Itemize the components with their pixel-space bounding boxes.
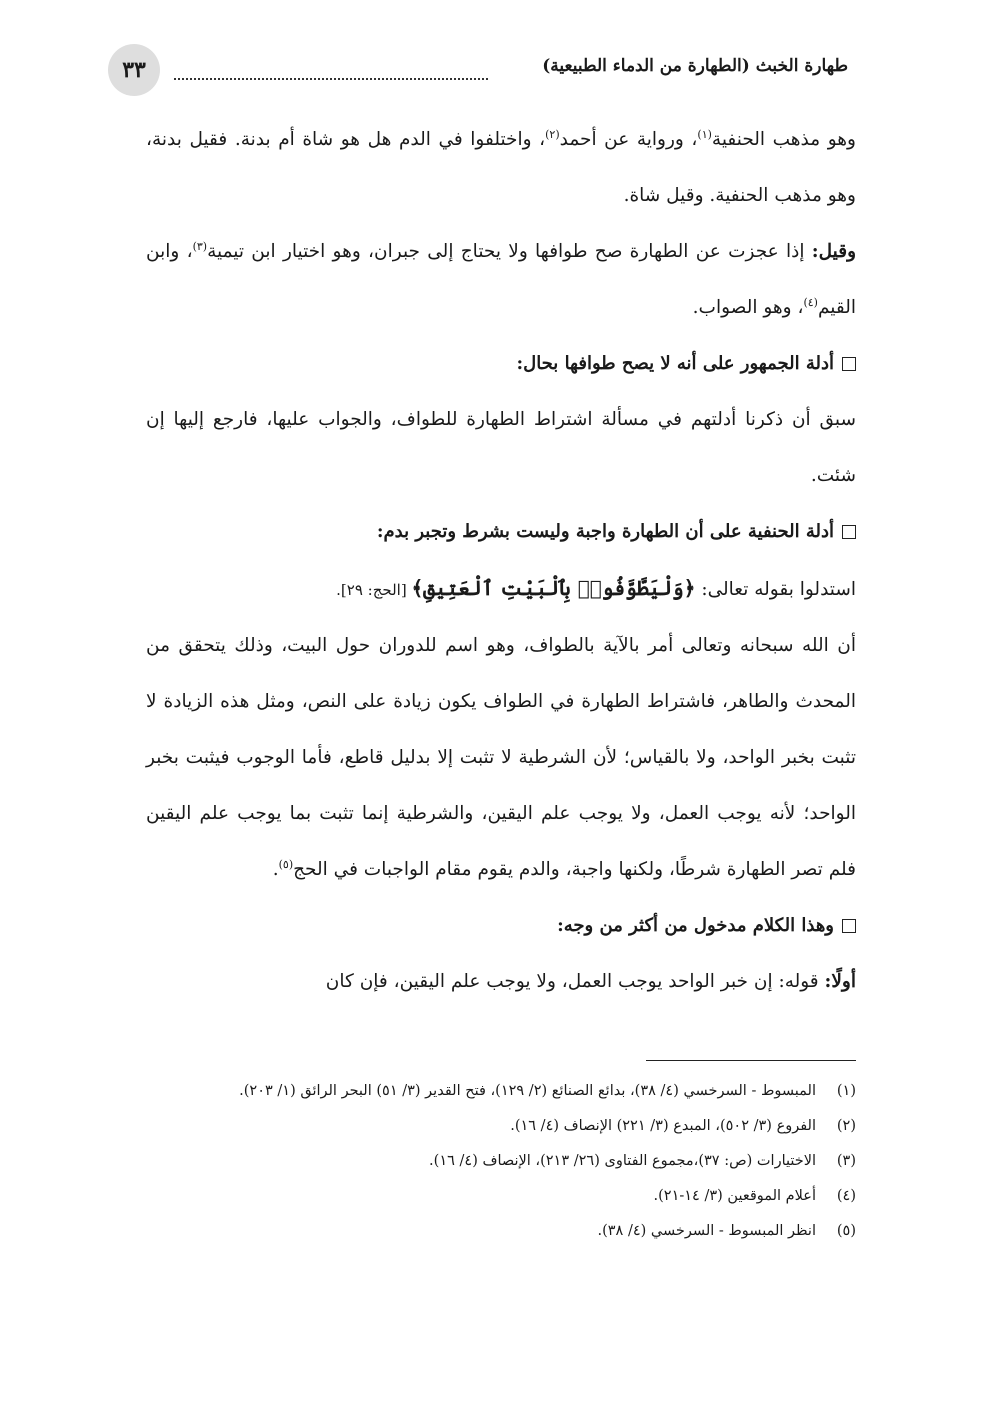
checkbox-bullet-icon xyxy=(842,357,856,371)
footnote-separator xyxy=(646,1060,856,1061)
checkbox-bullet-icon xyxy=(842,525,856,539)
footnote-item: (٣) الاختيارات (ص: ٣٧)،مجموع الفتاوى (٢٦/ ٢١٣)، الإنصاف (٤/ ١٦). xyxy=(429,1153,856,1169)
footnote-ref-2[interactable]: (٢) xyxy=(545,127,560,141)
checkbox-bullet-icon xyxy=(842,919,856,933)
quran-verse: ﴿وَلْيَطَّوَّفُوا۟ بِٱلْبَيْتِ ٱلْعَتِيقِ﴾ xyxy=(411,576,696,600)
footnote-ref-5[interactable]: (٥) xyxy=(278,857,294,871)
verse-reference: [الحج: ٢٩]. xyxy=(336,581,412,599)
paragraph-1: وهو مذهب الحنفية$^{(١)}$، ورواية عن أحمد$^{(٢)}$، واختلفوا في الدم هل هو شاة أم بدنة. فقيل بدنة، وهو مذهب الحنفية. وقيل شاة. xyxy=(146,127,856,206)
main-text xyxy=(146,112,856,1010)
footnote-ref-1[interactable]: (١) xyxy=(697,127,712,141)
section-heading-1: أدلة الجمهور على أنه لا يصح طوافها بحال: xyxy=(146,336,856,392)
paragraph-2: وقيل: إذا عجزت عن الطهارة صح طوافها ولا يحتاج إلى جبران، وهو اختيار ابن تيمية$^{(٣)}$، وابن القيم$^{(٤)}$، وهو الصواب. xyxy=(146,239,856,318)
paragraph-3: سبق أن ذكرنا أدلتهم في مسألة اشتراط الطهارة للطواف، والجواب عليها، فارجع إليها إن شئت. xyxy=(146,409,856,486)
paragraph-4: استدلوا بقوله تعالى: ﴿وَلْيَطَّوَّفُوا۟ بِٱلْبَيْتِ ٱلْعَتِيقِ﴾ [الحج: ٢٩]. xyxy=(336,576,856,600)
page-number: ٣٣ xyxy=(108,44,160,96)
paragraph-6: أولًا: قوله: إن خبر الواحد يوجب العمل، ولا يوجب علم اليقين، فإن كان xyxy=(325,971,856,992)
footnote-ref-4[interactable]: (٤) xyxy=(803,295,818,309)
footnote-item: (١) المبسوط - السرخسي (٤/ ٣٨)، بدائع الصنائع (٢/ ١٢٩)، فتح القدير (٣/ ٥١) البحر الرائق (١/ ٢٠٣). xyxy=(239,1083,856,1099)
section-heading-3: وهذا الكلام مدخول من أكثر من وجه: xyxy=(146,898,856,954)
footnote-item: (٥) انظر المبسوط - السرخسي (٤/ ٣٨). xyxy=(597,1223,856,1239)
footnote-item: (٢) الفروع (٣/ ٥٠٢)، المبدع (٣/ ٢٢١) الإنصاف (٤/ ١٦). xyxy=(510,1118,856,1134)
footnote-ref-3[interactable]: (٣) xyxy=(192,239,208,253)
paragraph-5: أن الله سبحانه وتعالى أمر بالآية بالطواف، وهو اسم للدوران حول البيت، وذلك يتحقق من المحدث والطاهر، فاشتراط الطهارة في الطواف يكون زيادة على النص، ومثل هذه الزيادة لا تثبت بخبر الواحد، ولا بالقياس؛ لأن الشرطية لا تثبت إلا بدليل قاطع، فأما الوجوب فيثبت بخبر الواحد؛ لأنه يوجب العمل، ولا يوجب علم اليقين، والشرطية إنما تثبت بما يوجب علم اليقين فلم تصر الطهارة شرطًا، ولكنها واجبة، والدم يقوم مقام الواجبات في الحج$^{(٥)}$. xyxy=(146,635,856,880)
footnotes xyxy=(146,1076,856,1251)
header-dotted-leader xyxy=(174,78,488,80)
running-title: طهارة الخبث (الطهارة من الدماء الطبيعية) xyxy=(542,56,848,76)
footnote-item: (٤) أعلام الموقعين (٣/ ١٤-٢١). xyxy=(653,1188,856,1204)
page-header xyxy=(108,40,848,100)
section-heading-2: أدلة الحنفية على أن الطهارة واجبة وليست بشرط وتجبر بدم: xyxy=(146,504,856,560)
